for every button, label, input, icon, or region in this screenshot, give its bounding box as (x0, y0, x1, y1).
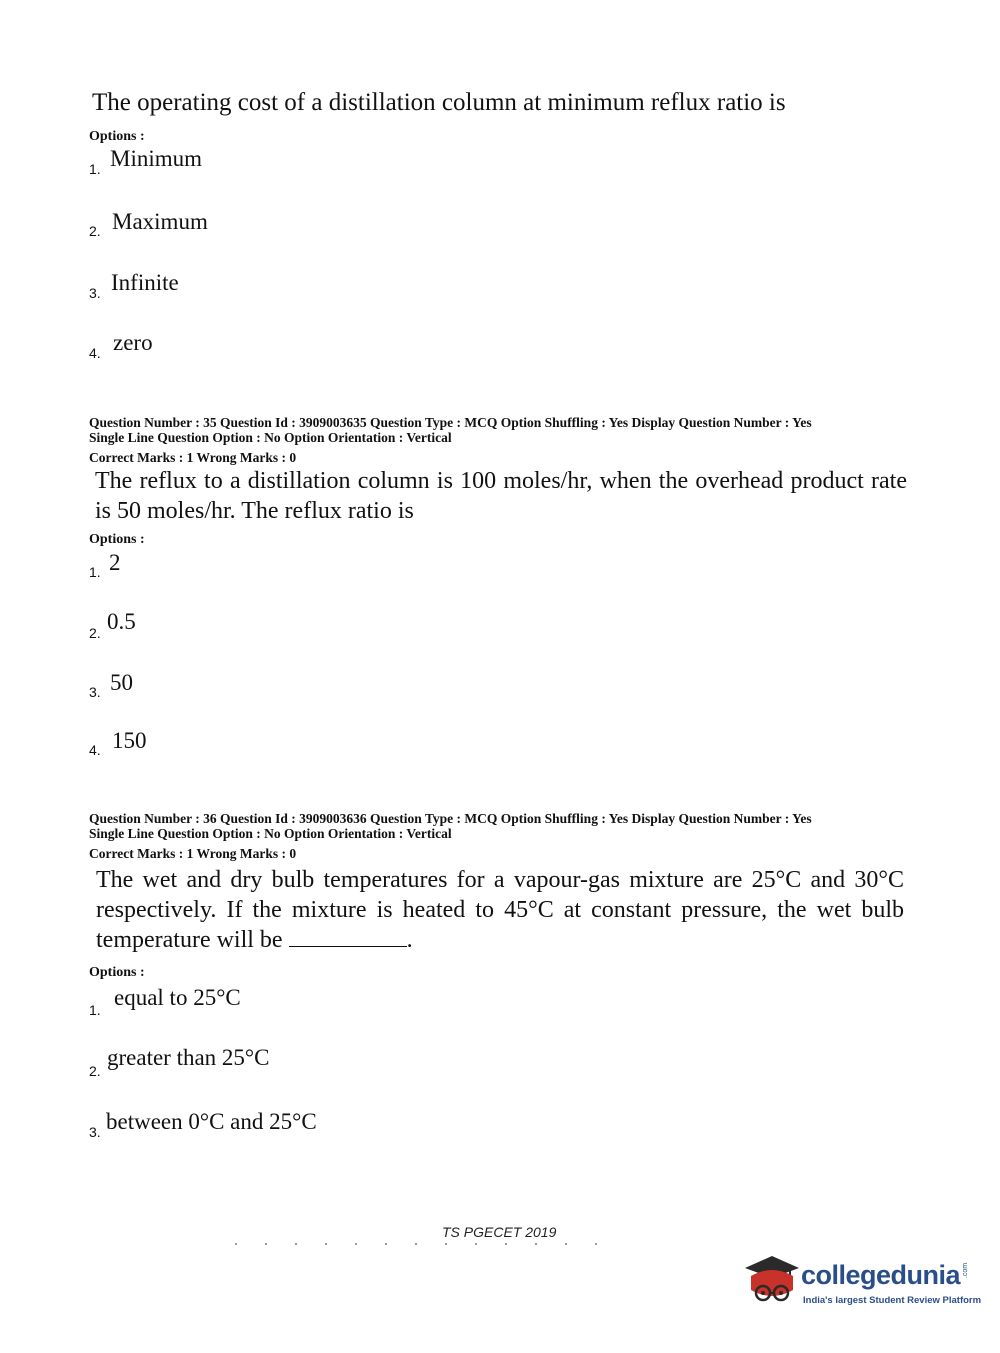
logo-tagline: India's largest Student Review Platform (803, 1295, 982, 1306)
q35-meta-line-1: Question Number : 35 Question Id : 3909003635 Question Type : MCQ Option Shuffling : Yes Display Question Number : Yes (89, 415, 812, 430)
q36-option-1-number: 1. (89, 1002, 101, 1018)
q34-question-text: The operating cost of a distillation column at minimum reflux ratio is (92, 89, 786, 116)
q35-option-4-text: 150 (112, 728, 147, 753)
logo-wordmark: collegedunia (801, 1260, 961, 1290)
q36-question-body: The wet and dry bulb temperatures for a vapour-gas mixture are 25°C and 30°C respectively. If the mixture is heated to 45°C at constant pressure, the wet bulb temperature will be (96, 867, 904, 953)
q34-option-4-number: 4. (89, 345, 101, 361)
q36-question-text (96, 865, 904, 955)
q36-option-3-number: 3. (89, 1124, 101, 1140)
q35-options-label: Options : (89, 532, 145, 547)
q35-option-3-text: 50 (110, 670, 133, 695)
q36-option-2-number: 2. (89, 1063, 101, 1079)
q36-meta-line-1: Question Number : 36 Question Id : 3909003636 Question Type : MCQ Option Shuffling : Yes Display Question Number : Yes (89, 811, 812, 826)
q36-options-label: Options : (89, 965, 145, 980)
q35-question-text: The reflux to a distillation column is 100 moles/hr, when the overhead product rate is 50 moles/hr. The reflux ratio is (95, 468, 907, 524)
q34-option-1-number: 1. (89, 161, 101, 177)
q35-option-1-text: 2 (109, 550, 121, 575)
q35-option-3-number: 3. (89, 684, 101, 700)
logo-domain-suffix: .com (962, 1262, 970, 1279)
answer-blank (289, 926, 407, 947)
q35-meta-line-2: Single Line Question Option : No Option Orientation : Vertical (89, 430, 452, 445)
q34-option-2-text: Maximum (112, 209, 208, 234)
q35-option-2-text: 0.5 (107, 609, 136, 634)
q34-options-label: Options : (89, 129, 145, 144)
q36-marks: Correct Marks : 1 Wrong Marks : 0 (89, 846, 297, 861)
q34-option-2-number: 2. (89, 223, 101, 239)
footer-exam-name: TS PGECET 2019 (442, 1224, 557, 1240)
q36-meta-line-2: Single Line Question Option : No Option Orientation : Vertical (89, 826, 452, 841)
q35-marks: Correct Marks : 1 Wrong Marks : 0 (89, 450, 297, 465)
q36-option-3-text: between 0°C and 25°C (106, 1109, 317, 1134)
q34-option-4-text: zero (113, 330, 153, 355)
q34-option-1-text: Minimum (110, 146, 203, 171)
q35-option-4-number: 4. (89, 742, 101, 758)
q36-option-2-text: greater than 25°C (107, 1045, 270, 1070)
footer-divider (235, 1243, 615, 1245)
collegedunia-mascot-icon (741, 1246, 803, 1308)
q35-option-2-number: 2. (89, 625, 101, 641)
q34-option-3-text: Infinite (111, 270, 179, 295)
q36-option-1-text: equal to 25°C (114, 985, 241, 1010)
q36-question-end: . (406, 927, 413, 953)
q35-option-1-number: 1. (89, 564, 101, 580)
q34-option-3-number: 3. (89, 285, 101, 301)
